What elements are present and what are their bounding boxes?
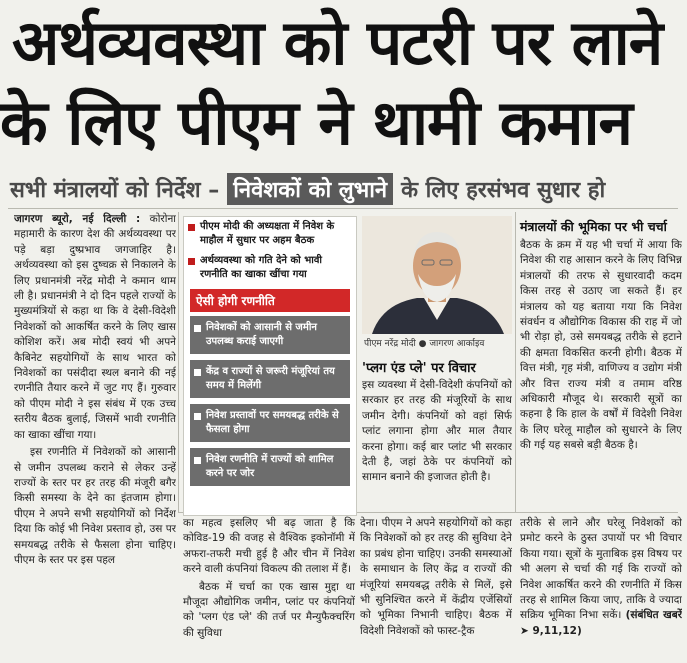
subheadline bbox=[10, 172, 605, 206]
bullet-square-icon bbox=[188, 258, 195, 265]
subheadline-part-2: के लिए हरसंभव सुधार हो bbox=[401, 178, 606, 203]
strategy-item: निवेश रणनीति में राज्यों को शामिल करने पर जोर bbox=[190, 448, 350, 486]
divider-top bbox=[8, 208, 678, 209]
headline-line-2: के लिए पीएम ने थामी कमान bbox=[0, 86, 632, 159]
paragraph: तरीके से लाने और घरेलू निवेशकों को प्रमोट करने के ठुस्त उपायों पर भी विचार किया गया। सूत्रों के मुताबिक इस विषय पर भी अलग से चर्चा की गई कि राज्यों को निवेश आकर्षित करने की रणनीति में किस तरह से शामिल किया जाए, ताकि वे ज्यादा सक्रिय भूमिका निभा सकें। (संबंधित खबरें ➤ 9,11,12) bbox=[520, 517, 682, 637]
pm-photo bbox=[362, 216, 512, 334]
plug-and-play-subhead: 'प्लग एंड प्ले' पर विचार bbox=[362, 361, 476, 376]
strategy-item: निवेशकों को आसानी से जमीन उपलब्ध कराई जाएगी bbox=[190, 316, 350, 354]
article-column-bottom-2 bbox=[183, 516, 355, 663]
divider-sidebar bbox=[515, 212, 516, 512]
paragraph: जागरण ब्यूरो, नई दिल्ली : कोरोना महामारी के कारण देश की अर्थव्यवस्था पर पड़े बड़ा दुष्प्रभाव जगजाहिर है। अर्थव्यवस्था को इस दुष्चक्र से निकालने के लिए प्रधानमंत्री नरेंद्र मोदी ने कमान थाम ली है। प्रधानमंत्री ने दो दिन पहले राज्यों के मुख्यमंत्रियों से कहा था कि वे देसी-विदेशी निवेशकों को आकर्षित करने के लिए खास कोशिश करें। अब मोदी स्वयं भी अपने कैबिनेट सहयोगियों के साथ भारत को निवेशकों का पसंदीदा स्थल बनाने की नई रणनीति तैयार करने में जुट गए हैं। गुरुवार को पीएम मोदी ने इस संबंध में एक उच्च स्तरीय बैठक बुलाई, जिसमें भावी रणनीति का खाका खींचा गया। bbox=[14, 213, 176, 441]
highlight-item: पीएम मोदी की अध्यक्षता में निवेश के माहौल में सुधार पर अहम बैठक bbox=[184, 217, 356, 251]
article-column-bottom-4 bbox=[520, 516, 682, 663]
paragraph: इस व्यवस्था में देसी-विदेशी कंपनियों को सरकार हर तरह की मंजूरियों के साथ जमीन देगी। कंपनियों को वहां सिर्फ प्लांट लगाना होगा और माल तैयार करना होगा। कई बार प्लांट भी सरकार देती है, जहां ठेके पर कंपनियों को सामान बनाने की इजाजत होती है। bbox=[362, 379, 512, 484]
highlights-panel bbox=[183, 216, 357, 516]
headline-line-1: अर्थव्यवस्था को पटरी पर लाने bbox=[12, 6, 663, 79]
strategy-item: केंद्र व राज्यों से जरूरी मंजूरियां तय समय में मिलेंगी bbox=[190, 360, 350, 398]
bullet-square-icon bbox=[194, 369, 201, 376]
strategy-item: निवेश प्रस्तावों पर समयबद्ध तरीके से फैसला होगा bbox=[190, 404, 350, 442]
subheadline-part-1: सभी मंत्रालयों को निर्देश – bbox=[10, 178, 220, 203]
photo-caption: पीएम नरेंद्र मोदी ● जागरण आर्काइव bbox=[364, 339, 485, 349]
portrait-image bbox=[362, 216, 512, 334]
paragraph: बैठक के क्रम में यह भी चर्चा में आया कि निवेश की राह आसान करने के लिए विभिन्न मंत्रालयों की तरफ से सुधारवादी कदम किस तरह से उठाए जा सकते हैं। हर मंत्रालय को यह बताया गया कि निवेश संवर्धन व औद्योगिक विकास की राह में जो भी रोड़ा हो, उसे समयबद्ध तरीके से हटाने की क्षमता विकसित करनी होगी। बैठक में वित्त मंत्री, गृह मंत्री, वाणिज्य व उद्योग मंत्री और वित्त राज्य मंत्री व तमाम वरिष्ठ अधिकारी मौजूद थे। सरकारी सूत्रों का कहना है कि हाल के वर्षों में विदेशी निवेश के लिए घरेलू माहौल को सुधारने के लिए की गई यह सबसे बड़ी बैठक है। bbox=[520, 239, 682, 452]
paragraph: देना। पीएम ने अपने सहयोगियों को कहा कि निवेशकों को हर तरह की सुविधा देने का प्रबंध होना चाहिए। उनकी समस्याओं के समाधान के लिए केंद्र व राज्यों की मंजूरियां समयबद्ध तरीके से मिलें, इसे भी सुनिश्चित करने में केंद्रीय एजेंसियों को भूमिका निभानी चाहिए। बैठक में विदेशी निवेशकों को फास्ट-ट्रैक bbox=[360, 517, 512, 637]
related-news-tag: (संबंधित खबरें ➤ 9,11,12) bbox=[520, 609, 682, 637]
article-column-3 bbox=[362, 378, 512, 510]
bullet-square-icon bbox=[188, 224, 195, 231]
strategy-box-title: ऐसी होगी रणनीति bbox=[190, 289, 350, 312]
subheadline-highlight: निवेशकों को लुभाने bbox=[227, 173, 393, 205]
article-column-1 bbox=[14, 212, 176, 663]
bullet-square-icon bbox=[194, 413, 201, 420]
byline: जागरण ब्यूरो, नई दिल्ली : bbox=[14, 213, 141, 225]
bullet-square-icon bbox=[194, 457, 201, 464]
sidebar-column bbox=[520, 238, 682, 510]
highlight-item: अर्थव्यवस्था को गति देने को भावी रणनीति का खाका खींचा गया bbox=[184, 251, 356, 285]
paragraph: बैठक में चर्चा का एक खास मुद्दा था मौजूदा औद्योगिक जमीन, प्लांट पर कंपनियों को 'प्लग एंड प्ले' की तर्ज पर मैन्युफैक्चरिंग की सुविधा bbox=[183, 580, 355, 639]
sidebar-title: मंत्रालयों की भूमिका पर भी चर्चा bbox=[520, 219, 667, 234]
divider-col1 bbox=[178, 212, 179, 512]
article-column-bottom-3 bbox=[360, 516, 512, 663]
paragraph: इस रणनीति में निवेशकों को आसानी से जमीन उपलब्ध कराने से लेकर उन्हें राज्यों के स्तर पर हर तरह की मंजूरी बगैर किसी समस्या के देने का इंतजाम होगा। पीएम ने अपने सभी सहयोगियों को निर्देश दिया कि कोई भी निवेश प्रस्ताव हो, उस पर समयबद्ध तरीके से फैसला होना चाहिए। पीएम के स्तर पर इस पहल bbox=[14, 446, 176, 566]
bullet-square-icon bbox=[194, 325, 201, 332]
paragraph: का महत्व इसलिए भी बढ़ जाता है कि कोविड-19 की वजह से वैश्विक इकोनॉमी में अफरा-तफरी मची हुई है और चीन में निवेश करने वाली कंपनियां विकल्प की तलाश में हैं। bbox=[183, 517, 355, 576]
